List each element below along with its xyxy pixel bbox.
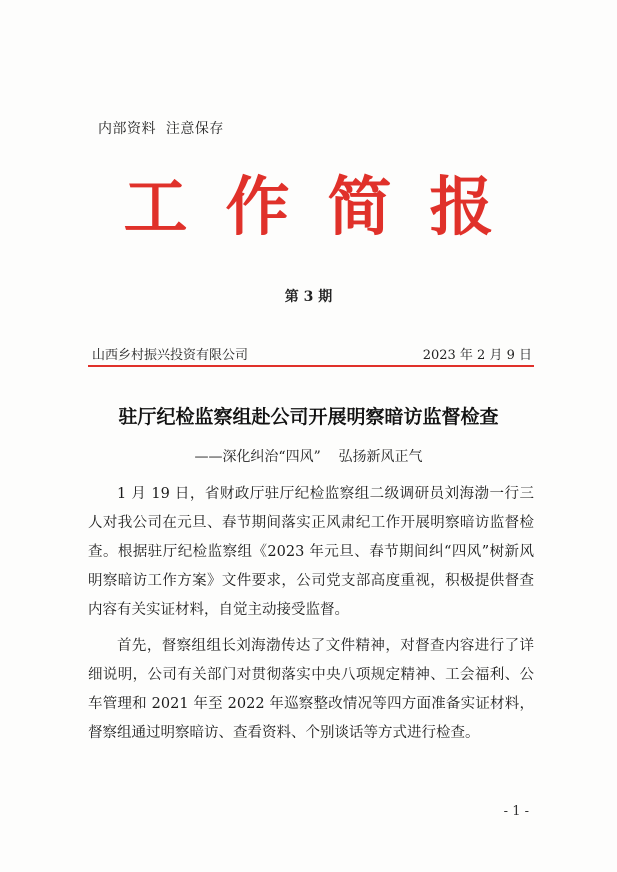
issue-number: 第 3 期 [284, 289, 333, 305]
red-divider [88, 365, 534, 367]
article-subheadline: ——深化纠治“四风” 弘扬新风正气 [194, 449, 423, 465]
article-headline: 驻厅纪检监察组赴公司开展明察暗访监督检查 [118, 406, 499, 428]
article-body [88, 480, 534, 755]
organization-name: 山西乡村振兴投资有限公司 [92, 348, 249, 363]
confidential-note: 内部资料 注意保存 [98, 121, 224, 137]
body-paragraph: 首先，督察组组长刘海渤传达了文件精神，对督查内容进行了详细说明，公司有关部门对贯彻落实中央八项规定精神、工会福利、公车管理和 2021 年至 2022 年巡察整改情况等四方面准备实证材料，督察组通过明察暗访、查看资料、个别谈话等方式进行检查。 [88, 638, 534, 741]
masthead-title: 工作简报 [123, 171, 532, 245]
body-paragraph: 1 月 19 日，省财政厅驻厅纪检监察组二级调研员刘海渤一行三人对我公司在元旦、春节期间落实正风肃纪工作开展明察暗访监督检查。根据驻厅纪检监察组《2023 年元旦、春节期间纠“四风”树新风明察暗访工作方案》文件要求，公司党支部高度重视，积极提供督查内容有关实证材料，自觉主动接受监督。 [88, 486, 534, 618]
publication-date: 2023 年 2 月 9 日 [422, 348, 532, 363]
page-number: - 1 - [503, 804, 529, 819]
